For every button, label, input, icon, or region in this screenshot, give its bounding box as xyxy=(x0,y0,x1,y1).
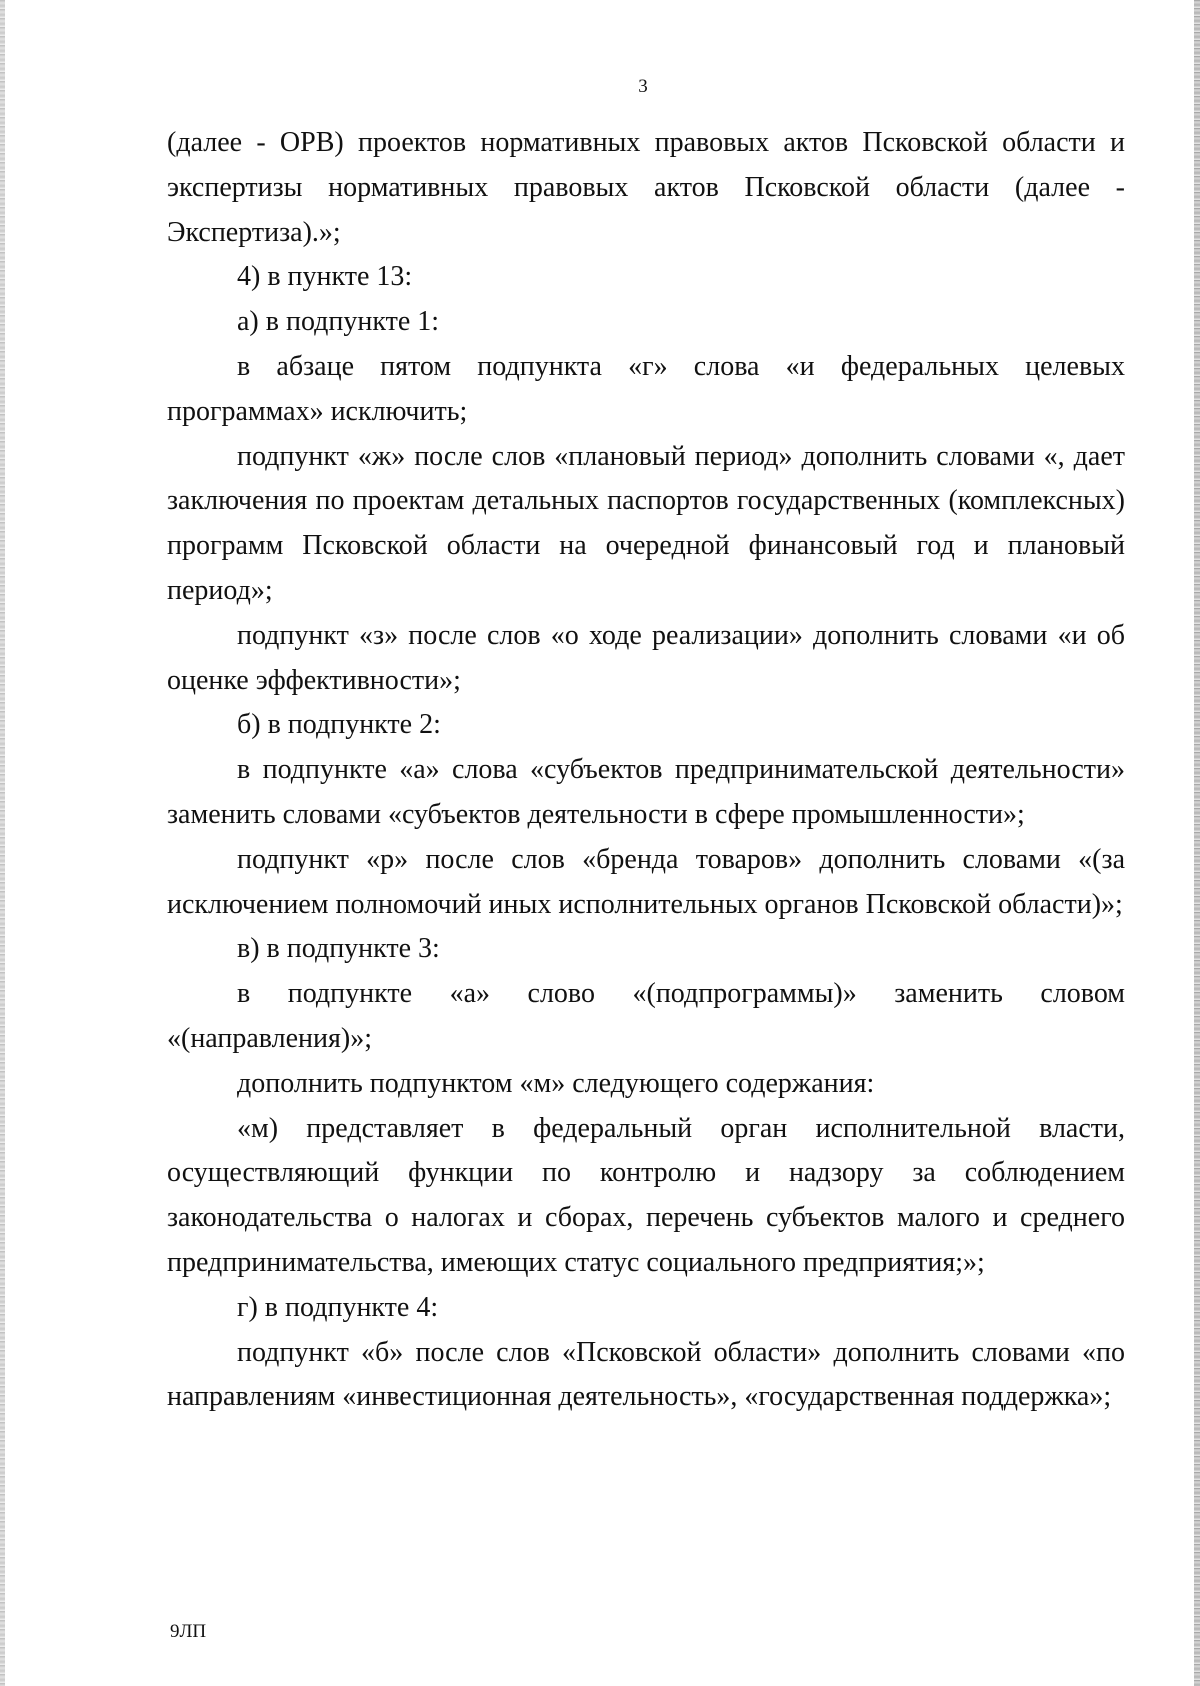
paragraph: г) в подпункте 4: xyxy=(237,1291,439,1323)
paragraph: «м) представляет в федеральный орган исполнительной власти, осуществляющий функции по контролю и надзору за соблюдением законодательства о налогах и сборах, перечень субъектов малого и среднего предпринимательства, имеющих статус социального предприятия;»; xyxy=(167,1112,1125,1278)
paragraph: в абзаце пятом подпункта «г» слова «и федеральных целевых программах» исключить; xyxy=(167,350,1125,427)
scan-edge-right xyxy=(1194,0,1200,1686)
paragraph: 4) в пункте 13: xyxy=(237,261,413,293)
paragraph: в подпункте «а» слово «(подпрограммы)» заменить словом «(направления)»; xyxy=(167,978,1125,1054)
scan-edge-left xyxy=(0,0,5,1686)
paragraph: подпункт «б» после слов «Псковской области» дополнить словами «по направлениям «инвестиционная деятельность», «государственная поддержка»; xyxy=(167,1336,1125,1413)
document-body xyxy=(167,121,1125,1420)
paragraph: в) в подпункте 3: xyxy=(237,933,440,965)
page-number: 3 xyxy=(638,76,648,97)
paragraph: подпункт «р» после слов «бренда товаров» дополнить словами «(за исключением полномочий иных исполнительных органов Псковской области)»; xyxy=(167,843,1125,920)
footer-code: 9ЛП xyxy=(170,1621,207,1642)
paragraph: а) в подпункте 1: xyxy=(237,306,440,338)
paragraph: подпункт «з» после слов «о ходе реализации» дополнить словами «и об оценке эффективности»; xyxy=(167,619,1125,696)
paragraph: дополнить подпунктом «м» следующего содержания: xyxy=(237,1067,875,1099)
paragraph: в подпункте «а» слова «субъектов предпринимательской деятельности» заменить словами «субъектов деятельности в сфере промышленности»; xyxy=(167,754,1125,830)
paragraph: подпункт «ж» после слов «плановый период» дополнить словами «, дает заключения по проектам детальных паспортов государственных (комплексных) программ Псковской области на очередной финансовый год и плановый период»; xyxy=(167,440,1125,606)
paragraph: б) в подпункте 2: xyxy=(237,709,441,741)
paragraph: (далее - ОРВ) проектов нормативных правовых актов Псковской области и экспертизы нормативных правовых актов Псковской области (далее - Экспертиза).»; xyxy=(167,127,1125,248)
